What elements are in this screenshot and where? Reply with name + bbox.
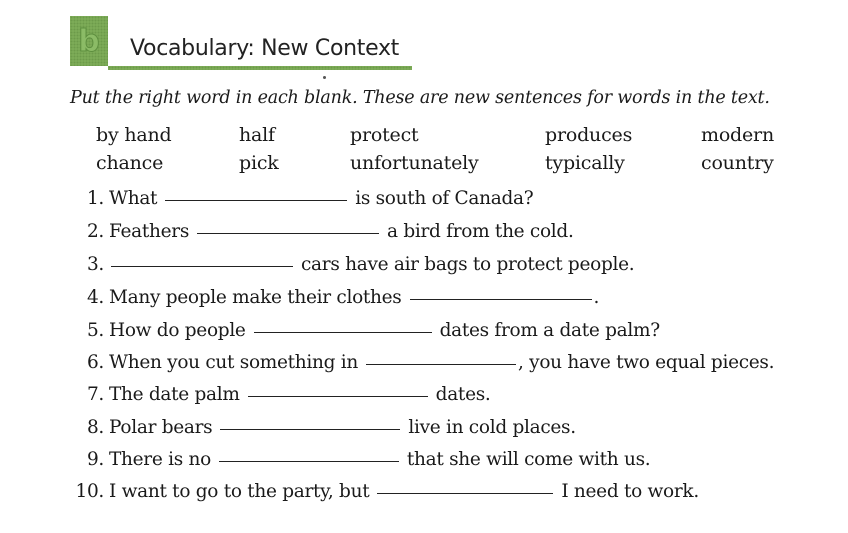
section-badge: b bbox=[70, 16, 108, 66]
word-bank-item: chance bbox=[96, 152, 164, 174]
exercise-item-2 bbox=[62, 221, 574, 249]
section-title: Vocabulary: New Context bbox=[130, 36, 400, 61]
item-text-before: There is no bbox=[109, 449, 211, 470]
exercise-item-1 bbox=[62, 188, 533, 216]
item-text-before: The date palm bbox=[109, 384, 240, 405]
word-bank-item: half bbox=[239, 124, 275, 146]
item-text-before: Many people make their clothes bbox=[109, 287, 402, 308]
answer-blank[interactable] bbox=[254, 331, 432, 333]
word-bank-item: protect bbox=[350, 124, 419, 146]
item-text-before: Polar bears bbox=[109, 417, 213, 438]
item-text-before: Feathers bbox=[109, 221, 190, 242]
item-text-after: that she will come with us. bbox=[406, 449, 651, 470]
answer-blank[interactable] bbox=[165, 199, 347, 201]
item-text-before: When you cut something in bbox=[109, 352, 359, 373]
answer-blank[interactable] bbox=[111, 265, 293, 267]
word-bank-item: produces bbox=[545, 124, 633, 146]
item-text-after: dates from a date palm? bbox=[439, 320, 660, 341]
exercise-item-6 bbox=[62, 352, 774, 380]
answer-blank[interactable] bbox=[220, 428, 400, 430]
word-bank-item: by hand bbox=[96, 124, 172, 146]
exercise-item-7 bbox=[62, 384, 491, 412]
word-bank-item: country bbox=[701, 152, 774, 174]
word-bank-item: modern bbox=[701, 124, 774, 146]
answer-blank[interactable] bbox=[219, 460, 399, 462]
exercise-item-5 bbox=[62, 320, 660, 348]
item-number: 6. bbox=[86, 352, 104, 373]
stray-dot bbox=[323, 76, 326, 79]
item-number: 7. bbox=[86, 384, 104, 405]
item-text-after: is south of Canada? bbox=[355, 188, 534, 209]
exercise-item-8 bbox=[62, 417, 576, 445]
exercise-item-3 bbox=[62, 254, 634, 282]
section-header bbox=[70, 16, 412, 74]
word-bank-item: typically bbox=[545, 152, 625, 174]
answer-blank[interactable] bbox=[248, 395, 428, 397]
exercise-item-10 bbox=[62, 481, 699, 509]
item-number: 5. bbox=[86, 320, 104, 341]
item-number: 4. bbox=[86, 287, 104, 308]
answer-blank[interactable] bbox=[197, 232, 379, 234]
item-text-after: a bird from the cold. bbox=[387, 221, 574, 242]
item-text-after: dates. bbox=[435, 384, 491, 405]
item-text-before: How do people bbox=[109, 320, 246, 341]
item-text-after: I need to work. bbox=[561, 481, 699, 502]
answer-blank[interactable] bbox=[377, 492, 553, 494]
item-text-after: , you have two equal pieces. bbox=[518, 352, 775, 373]
item-text-before: I want to go to the party, but bbox=[109, 481, 370, 502]
item-number: 9. bbox=[86, 449, 104, 470]
word-bank-item: unfortunately bbox=[350, 152, 479, 174]
item-number: 3. bbox=[86, 254, 104, 275]
item-number: 8. bbox=[86, 417, 104, 438]
answer-blank[interactable] bbox=[410, 298, 592, 300]
word-bank bbox=[96, 124, 796, 180]
item-text-after: cars have air bags to protect people. bbox=[301, 254, 635, 275]
instructions: Put the right word in each blank. These are new sentences for words in the text. bbox=[70, 88, 770, 108]
title-underline bbox=[108, 66, 412, 70]
word-bank-item: pick bbox=[239, 152, 279, 174]
item-number: 10. bbox=[75, 481, 104, 502]
item-text-after: . bbox=[593, 287, 600, 308]
exercise-item-4 bbox=[62, 287, 599, 315]
answer-blank[interactable] bbox=[366, 363, 516, 365]
item-number: 1. bbox=[86, 188, 104, 209]
exercise-item-9 bbox=[62, 449, 650, 477]
item-text-after: live in cold places. bbox=[408, 417, 576, 438]
item-text-before: What bbox=[109, 188, 158, 209]
item-number: 2. bbox=[86, 221, 104, 242]
